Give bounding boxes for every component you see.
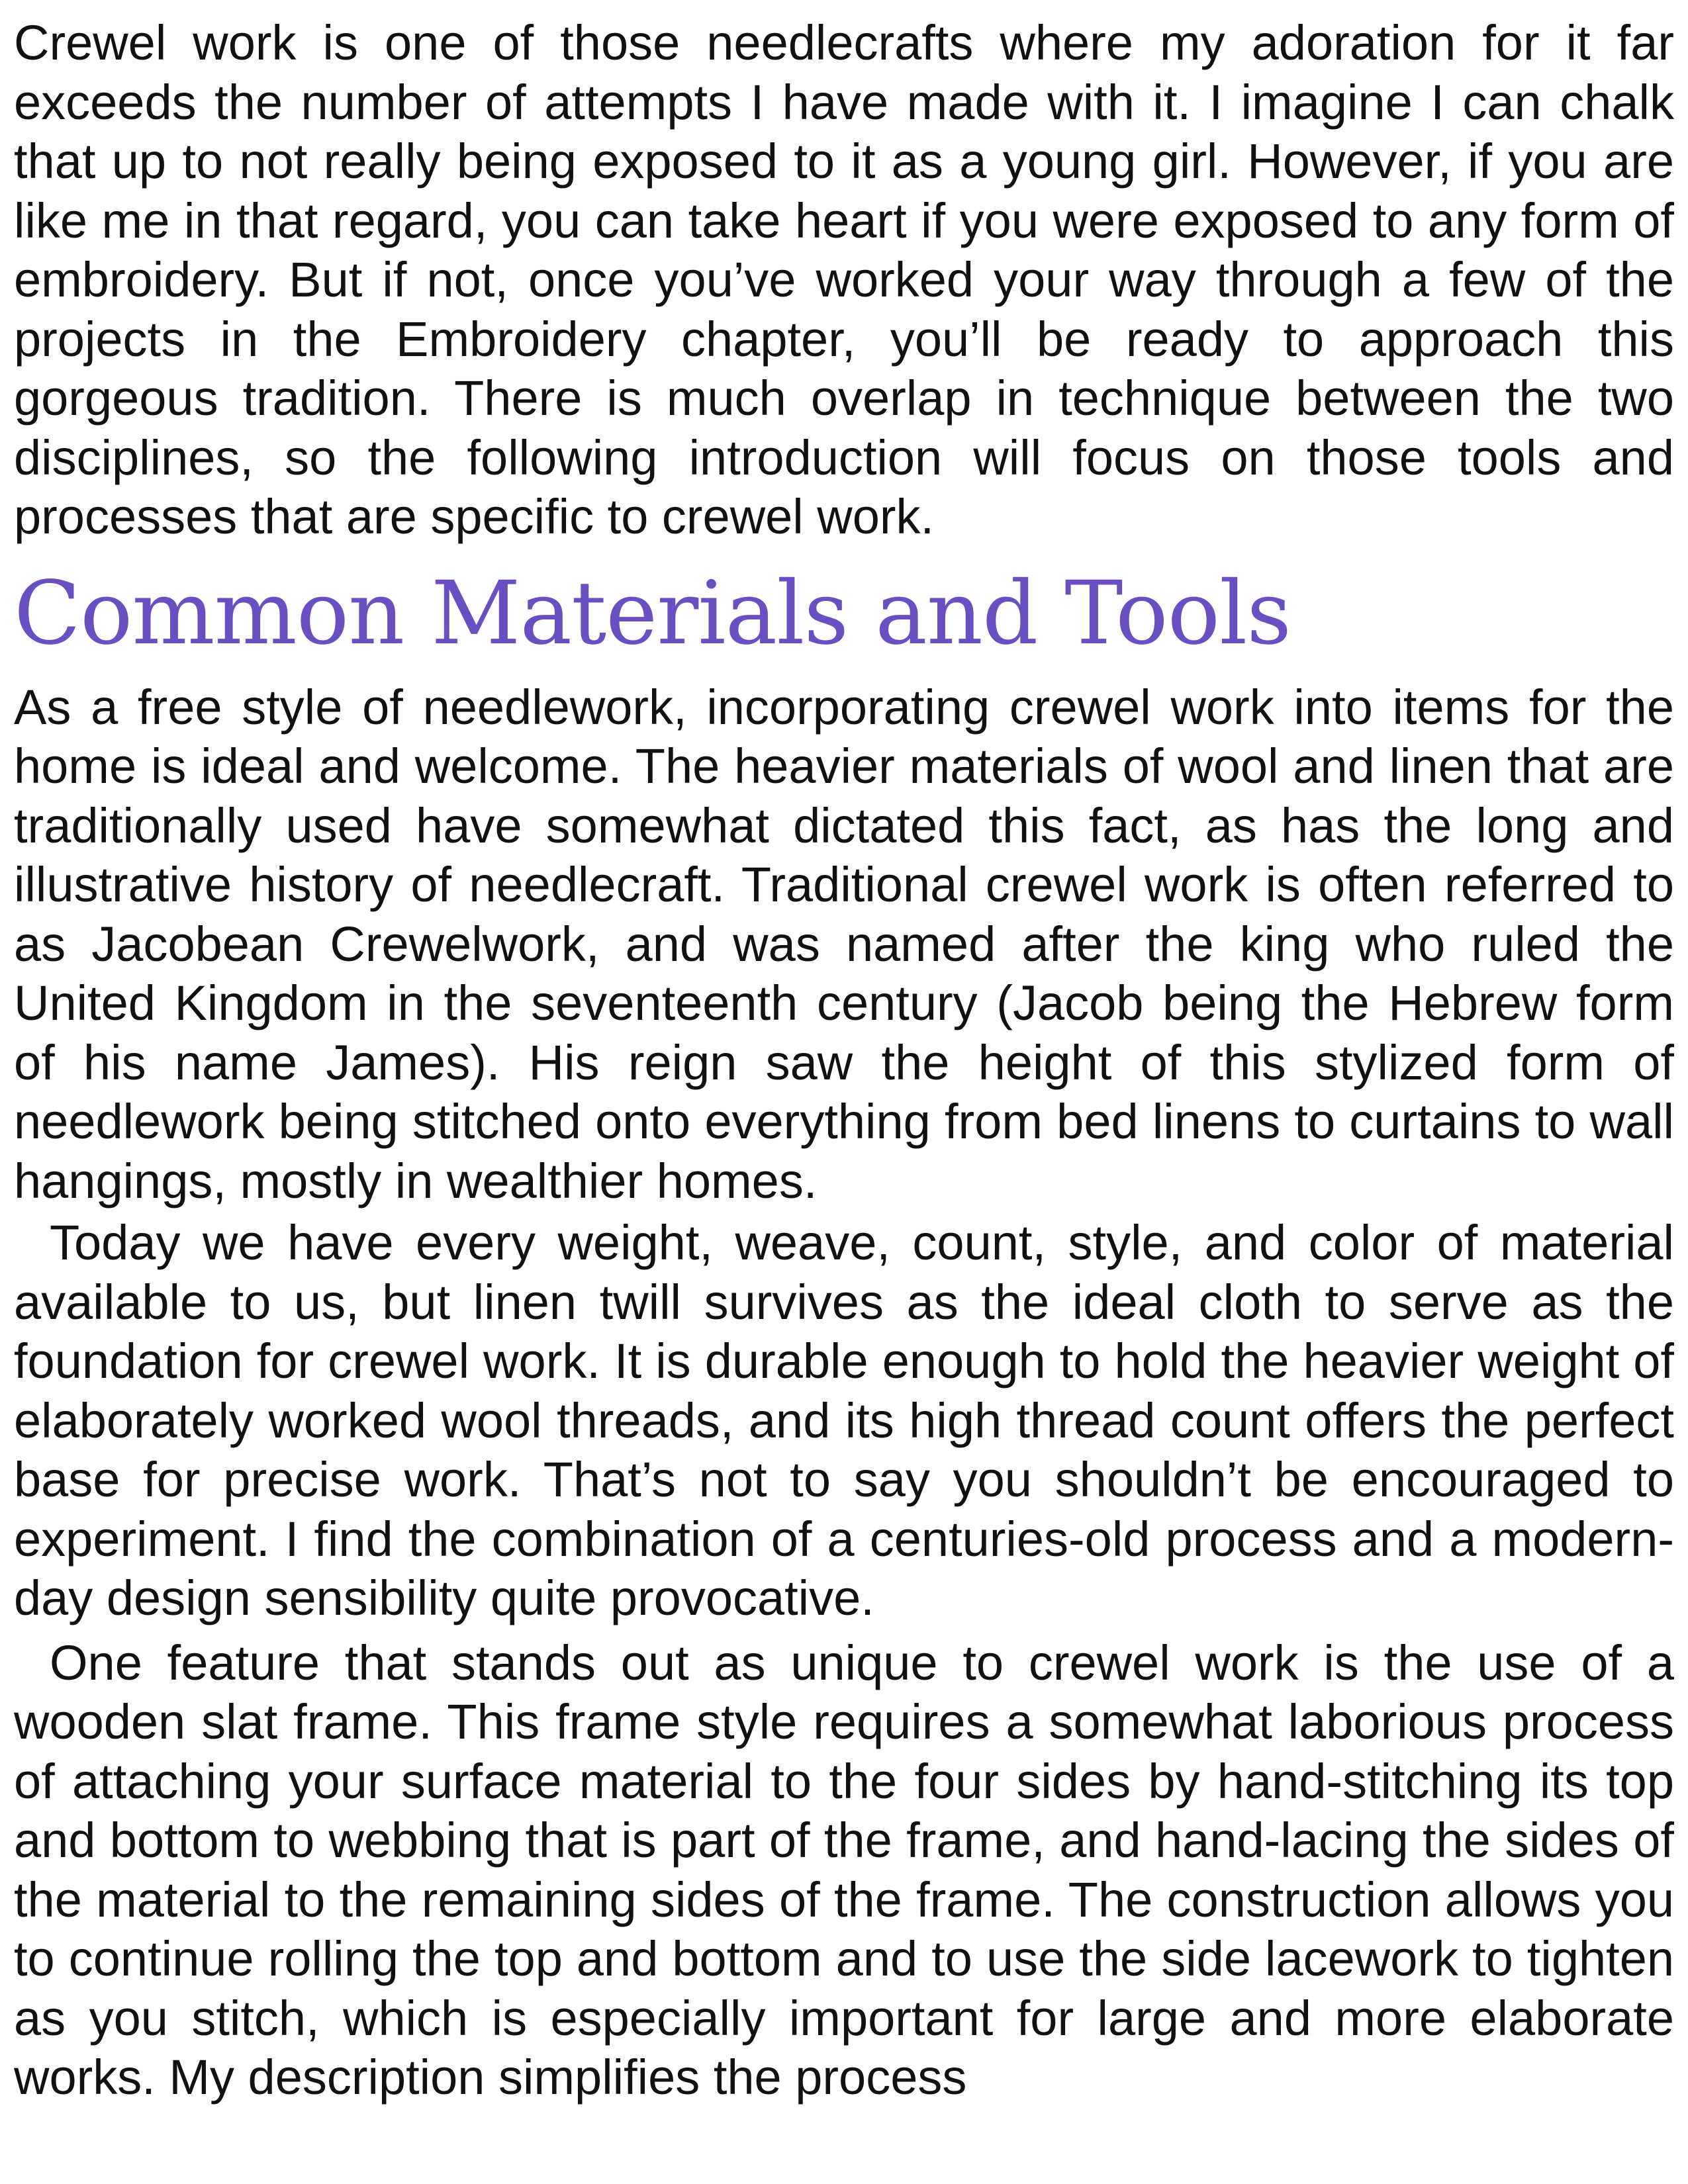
body-paragraph-materials: Today we have every weight, weave, count, style, and color of material available to us, but linen twill survives as the ideal cloth to serve as the foundation for crewel work. It is durable enough to hold the heavier weight of elaborately worked wool threads, and its high thread count offers the perfect base for precise work. That’s not to say you shouldn’t be encouraged to experiment. I find the combination of a centuries-old process and a modern-day design sensibility quite provocative. bbox=[14, 1215, 1674, 1625]
body-paragraph-slat-frame: One feature that stands out as unique to crewel work is the use of a wooden slat frame. This frame style requires a somewhat laborious process of attaching your surface material to the four sides by hand-stitching its top and bottom to webbing that is part of the frame, and hand-lacing the sides of the material to the remaining sides of the frame. The construction allows you to continue rolling the top and bottom and to use the side lacework to tighten as you stitch, which is especially important for large and more elaborate works. My description simplifies the process bbox=[14, 1635, 1674, 2105]
document-page bbox=[14, 0, 1674, 2184]
section-heading: Common Materials and Tools bbox=[14, 562, 1291, 664]
body-paragraph-history: As a free style of needlework, incorporating crewel work into items for the home is ideal and welcome. The heavier materials of wool and linen that are traditionally used have somewhat dictated this fact, as has the long and illustrative history of needlecraft. Traditional crewel work is often referred to as Jacobean Crewelwork, and was named after the king who ruled the United Kingdom in the seventeenth century (Jacob being the Hebrew form of his name James). His reign saw the height of this stylized form of needlework being stitched onto everything from bed linens to curtains to wall hangings, mostly in wealthier homes. bbox=[14, 679, 1674, 1208]
intro-paragraph: Crewel work is one of those needlecrafts where my adoration for it far exceeds the number of attempts I have made with it. I imagine I can chalk that up to not really being exposed to it as a young girl. However, if you are like me in that regard, you can take heart if you were exposed to any form of embroidery. But if not, once you’ve worked your way through a few of the projects in the Embroidery chapter, you’ll be ready to approach this gorgeous tradition. There is much overlap in technique between the two disciplines, so the following introduction will focus on those tools and processes that are specific to crewel work. bbox=[14, 15, 1674, 544]
